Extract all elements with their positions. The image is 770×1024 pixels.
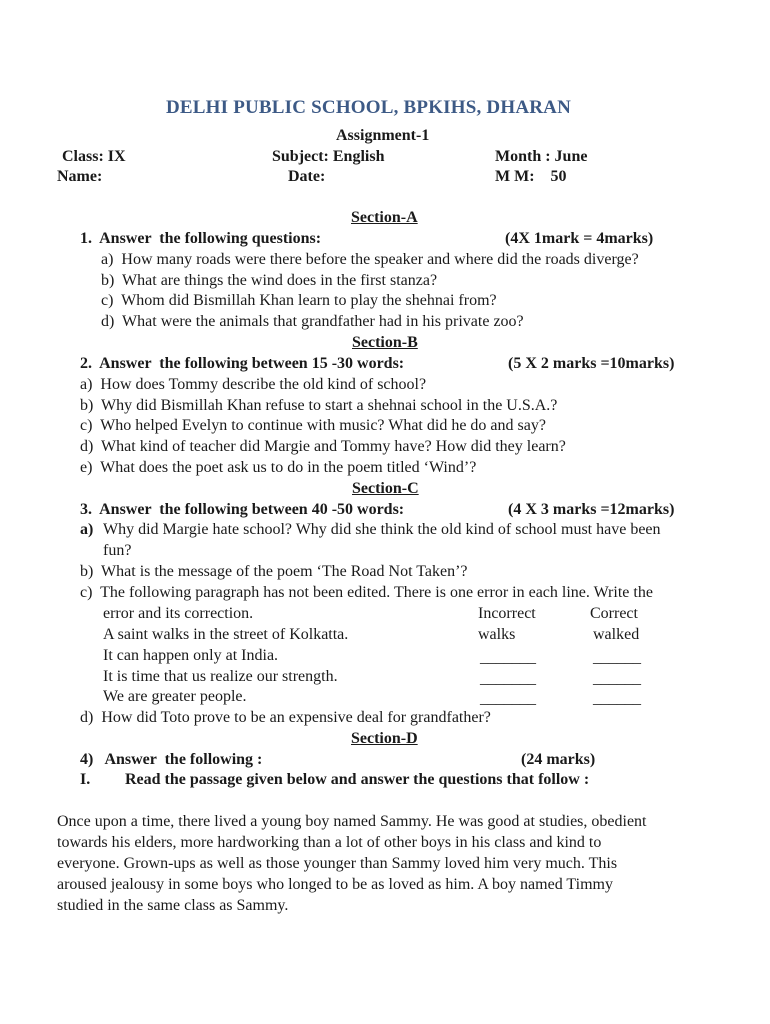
editing-incorrect-blank: _______ xyxy=(480,649,536,666)
editing-sentence: We are greater people. xyxy=(103,688,247,705)
editing-correct-blank: ______ xyxy=(593,690,641,707)
section-b-title: Section-B xyxy=(352,334,418,351)
section-a-item: b) What are things the wind does in the first stanza? xyxy=(101,272,438,289)
section-a-item: c) Whom did Bismillah Khan learn to play the shehnai from? xyxy=(101,292,497,309)
class-label: Class: IX xyxy=(62,148,126,165)
passage-line: studied in the same class as Sammy. xyxy=(57,897,289,914)
section-c-question: 3. Answer the following between 40 -50 words: xyxy=(80,501,405,518)
section-c-title: Section-C xyxy=(352,480,419,497)
passage-instruction: Read the passage given below and answer the questions that follow : xyxy=(125,771,590,788)
section-b-item: c) Who helped Evelyn to continue with music? What did he do and say? xyxy=(80,417,546,434)
section-d-question: 4) Answer the following : xyxy=(80,751,263,768)
subject-label: Subject: English xyxy=(272,148,385,165)
section-c-item: d) How did Toto prove to be an expensive deal for grandfather? xyxy=(80,709,491,726)
section-a-marks: (4X 1mark = 4marks) xyxy=(505,230,654,247)
section-a-question: 1. Answer the following questions: xyxy=(80,230,322,247)
section-d-title: Section-D xyxy=(351,730,418,747)
section-c-item-a-label: a) xyxy=(80,521,94,538)
passage-line: Once upon a time, there lived a young boy named Sammy. He was good at studies, obedient xyxy=(57,813,647,830)
section-a-title: Section-A xyxy=(351,209,418,226)
passage-line: towards his elders, more hardworking than a lot of other boys in his class and kind to xyxy=(57,834,602,851)
section-c-item-cont: error and its correction. xyxy=(103,605,254,622)
section-c-item: b) What is the message of the poem ‘The Road Not Taken’? xyxy=(80,563,468,580)
section-b-question: 2. Answer the following between 15 -30 words: xyxy=(80,355,405,372)
section-d-marks: (24 marks) xyxy=(521,751,596,768)
editing-sentence: It can happen only at India. xyxy=(103,647,279,664)
editing-sentence: It is time that us realize our strength. xyxy=(103,668,338,685)
name-label: Name: xyxy=(57,168,103,185)
section-a-item: a) How many roads were there before the speaker and where did the roads diverge? xyxy=(101,251,639,268)
section-b-item: b) Why did Bismillah Khan refuse to start a shehnai school in the U.S.A.? xyxy=(80,397,558,414)
max-marks-label: M M: 50 xyxy=(495,168,567,185)
passage-line: aroused jealousy in some boys who longed to be as loved as him. A boy named Timmy xyxy=(57,876,613,893)
passage-line: everyone. Grown-ups as well as those younger than Sammy loved him very much. This xyxy=(57,855,618,872)
section-a-item: d) What were the animals that grandfather had in his private zoo? xyxy=(101,313,524,330)
editing-correct: walked xyxy=(593,626,640,643)
correct-column-header: Correct xyxy=(590,605,638,622)
section-c-item-a-text-cont: fun? xyxy=(103,542,132,559)
incorrect-column-header: Incorrect xyxy=(478,605,536,622)
editing-correct-blank: ______ xyxy=(593,649,641,666)
section-c-item: c) The following paragraph has not been edited. There is one error in each line. Write the xyxy=(80,584,653,601)
section-b-item: a) How does Tommy describe the old kind of school? xyxy=(80,376,427,393)
editing-incorrect-blank: _______ xyxy=(480,670,536,687)
editing-correct-blank: ______ xyxy=(593,670,641,687)
school-name: DELHI PUBLIC SCHOOL, BPKIHS, DHARAN xyxy=(166,97,572,118)
section-b-item: e) What does the poet ask us to do in the poem titled ‘Wind’? xyxy=(80,459,477,476)
section-c-item-a-text: Why did Margie hate school? Why did she think the old kind of school must have been xyxy=(103,521,661,538)
editing-incorrect: walks xyxy=(478,626,516,643)
month-label: Month : June xyxy=(495,148,588,165)
editing-incorrect-blank: _______ xyxy=(480,690,536,707)
section-b-item: d) What kind of teacher did Margie and Tommy have? How did they learn? xyxy=(80,438,566,455)
editing-sentence: A saint walks in the street of Kolkatta. xyxy=(103,626,349,643)
section-c-marks: (4 X 3 marks =12marks) xyxy=(508,501,675,518)
passage-label: I. xyxy=(80,771,91,788)
assignment-title: Assignment-1 xyxy=(336,127,430,144)
date-label: Date: xyxy=(288,168,326,185)
section-b-marks: (5 X 2 marks =10marks) xyxy=(508,355,675,372)
